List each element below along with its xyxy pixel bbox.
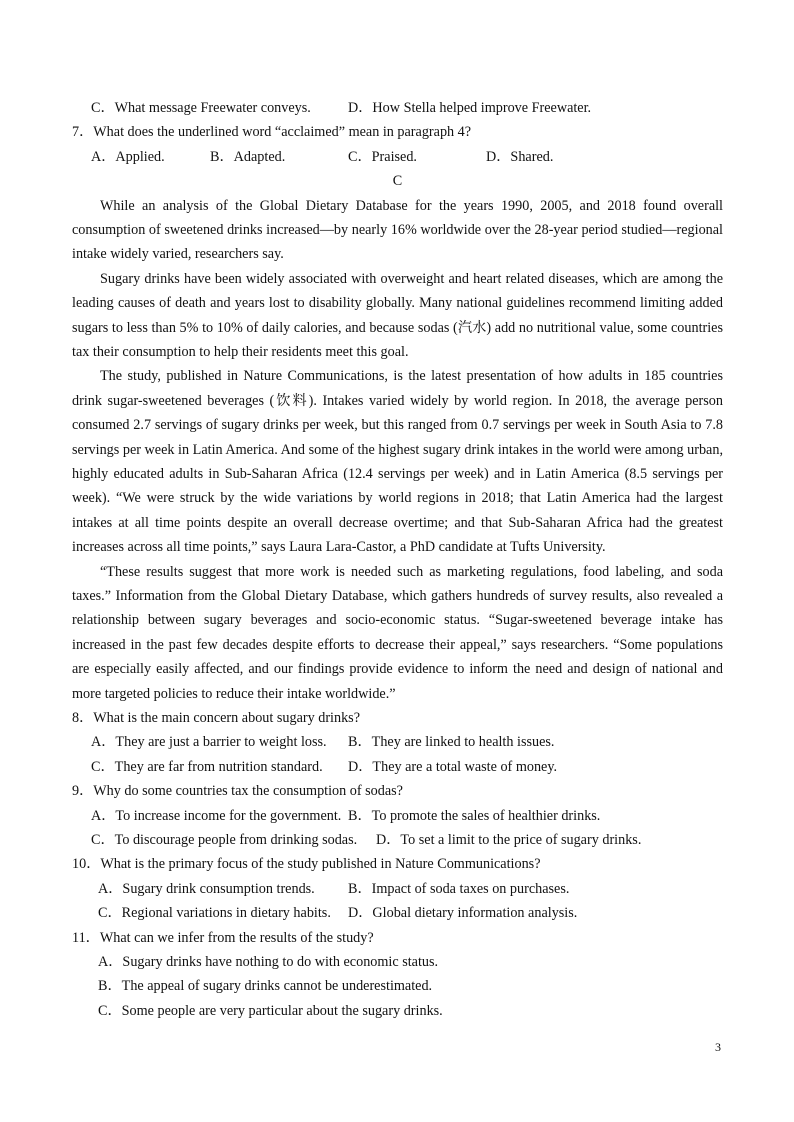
q8-option-d: D．They are a total waste of money. (348, 758, 558, 775)
passage-paragraph-1: While an analysis of the Global Dietary Database for the years 1990, 2005, and 2018 found overall consumption of sweetened drinks increased—by nearly 16% worldwide over the 28-year period studied—regional intake widely varied, researchers say. (72, 197, 723, 263)
q10-option-b: B．Impact of soda taxes on purchases. (348, 880, 570, 897)
q11-option-b-line (72, 974, 723, 998)
q7-option-c: C．Praised. (348, 148, 417, 165)
section-label: C (392, 173, 403, 190)
q10-option-a: A．Sugary drink consumption trends. (98, 880, 315, 897)
page-number: 3 (715, 1040, 721, 1054)
q8-options-cd (72, 755, 723, 779)
q11-option-b: B．The appeal of sugary drinks cannot be underestimated. (98, 978, 433, 995)
q10-stem: 10．What is the primary focus of the study published in Nature Communications? (72, 856, 541, 873)
passage-paragraph-2: Sugary drinks have been widely associated with overweight and heart related diseases, which are among the leading causes of death and years lost to disability globally. Many national guidelines recommend limiting added sugars to less than 5% to 10% of daily calories, and because sodas (汽水) add no nutritional value, some countries tax their consumption to help their residents meet this goal. (72, 270, 723, 360)
q7-option-d: D．Shared. (486, 148, 554, 165)
q9-option-a: A．To increase income for the government. (91, 807, 342, 824)
q7-options (72, 145, 723, 169)
q11-option-c: C．Some people are very particular about the sugary drinks. (98, 1002, 443, 1019)
q8-stem: 8．What is the main concern about sugary drinks? (72, 710, 361, 727)
q9-options-cd (72, 828, 723, 852)
q9-options-ab (72, 804, 723, 828)
q10-options-cd (72, 901, 723, 925)
q6-option-c: C．What message Freewater conveys. (91, 100, 311, 116)
q7-option-b: B．Adapted. (210, 148, 286, 165)
exam-page (72, 96, 723, 1023)
q11-option-a-line (72, 950, 723, 974)
q8-options-ab (72, 730, 723, 754)
q8-option-a: A．They are just a barrier to weight loss. (91, 734, 327, 751)
q11-option-c-line (72, 999, 723, 1023)
q10-option-c: C．Regional variations in dietary habits. (98, 905, 331, 922)
q9-option-b: B．To promote the sales of healthier drinks. (348, 807, 601, 824)
passage-paragraph-4: “These results suggest that more work is needed such as marketing regulations, food labeling, and soda taxes.” Information from the Global Dietary Database, which gathers hundreds of survey results, also revealed a relationship between sugary beverages and socio-economic status. “Sugar-sweetened beverage intake has increased in the past few decades despite efforts to decrease their appeal,” says researchers. “Some populations are especially easily affected, and our findings provide evidence to inform the need and design of national and more targeted policies to reduce their intake worldwide.” (72, 563, 723, 702)
q11-stem: 11．What can we infer from the results of the study? (72, 929, 374, 946)
q7-option-a: A．Applied. (91, 148, 165, 165)
q6-options-cd (72, 96, 723, 120)
passage-paragraph-3: The study, published in Nature Communications, is the latest presentation of how adults in 185 countries drink sugar-sweetened beverages (饮料). Intakes varied widely by world region. In 2018, the average person consumed 2.7 servings of sugary drinks per week, but this ranged from 0.7 servings per week in South Asia to 7.8 servings per week in Latin America. And some of the highest sugary drink intakes in the world were among urban, highly educated adults in Sub-Saharan Africa (12.4 servings per week) and in Latin America (8.5 servings per week). “We were struck by the wide variations by world regions in 2018; that Latin America had the largest intakes at all time points despite an overall decrease overtime; and that Sub-Saharan Africa had the greatest increases across all time points,” says Laura Lara-Castor, a PhD candidate at Tufts University. (72, 368, 723, 556)
q7-stem: 7．What does the underlined word “acclaimed” mean in paragraph 4? (72, 124, 472, 141)
q9-stem: 9．Why do some countries tax the consumption of sodas? (72, 783, 403, 800)
q10-options-ab (72, 877, 723, 901)
q9-option-c: C．To discourage people from drinking sodas. (91, 832, 358, 849)
q8-option-b: B．They are linked to health issues. (348, 734, 555, 751)
q6-option-d: D．How Stella helped improve Freewater. (348, 100, 592, 116)
q8-option-c: C．They are far from nutrition standard. (91, 758, 323, 775)
q11-option-a: A．Sugary drinks have nothing to do with economic status. (98, 954, 439, 970)
q10-option-d: D．Global dietary information analysis. (348, 905, 578, 922)
q9-option-d: D．To set a limit to the price of sugary drinks. (376, 832, 642, 849)
